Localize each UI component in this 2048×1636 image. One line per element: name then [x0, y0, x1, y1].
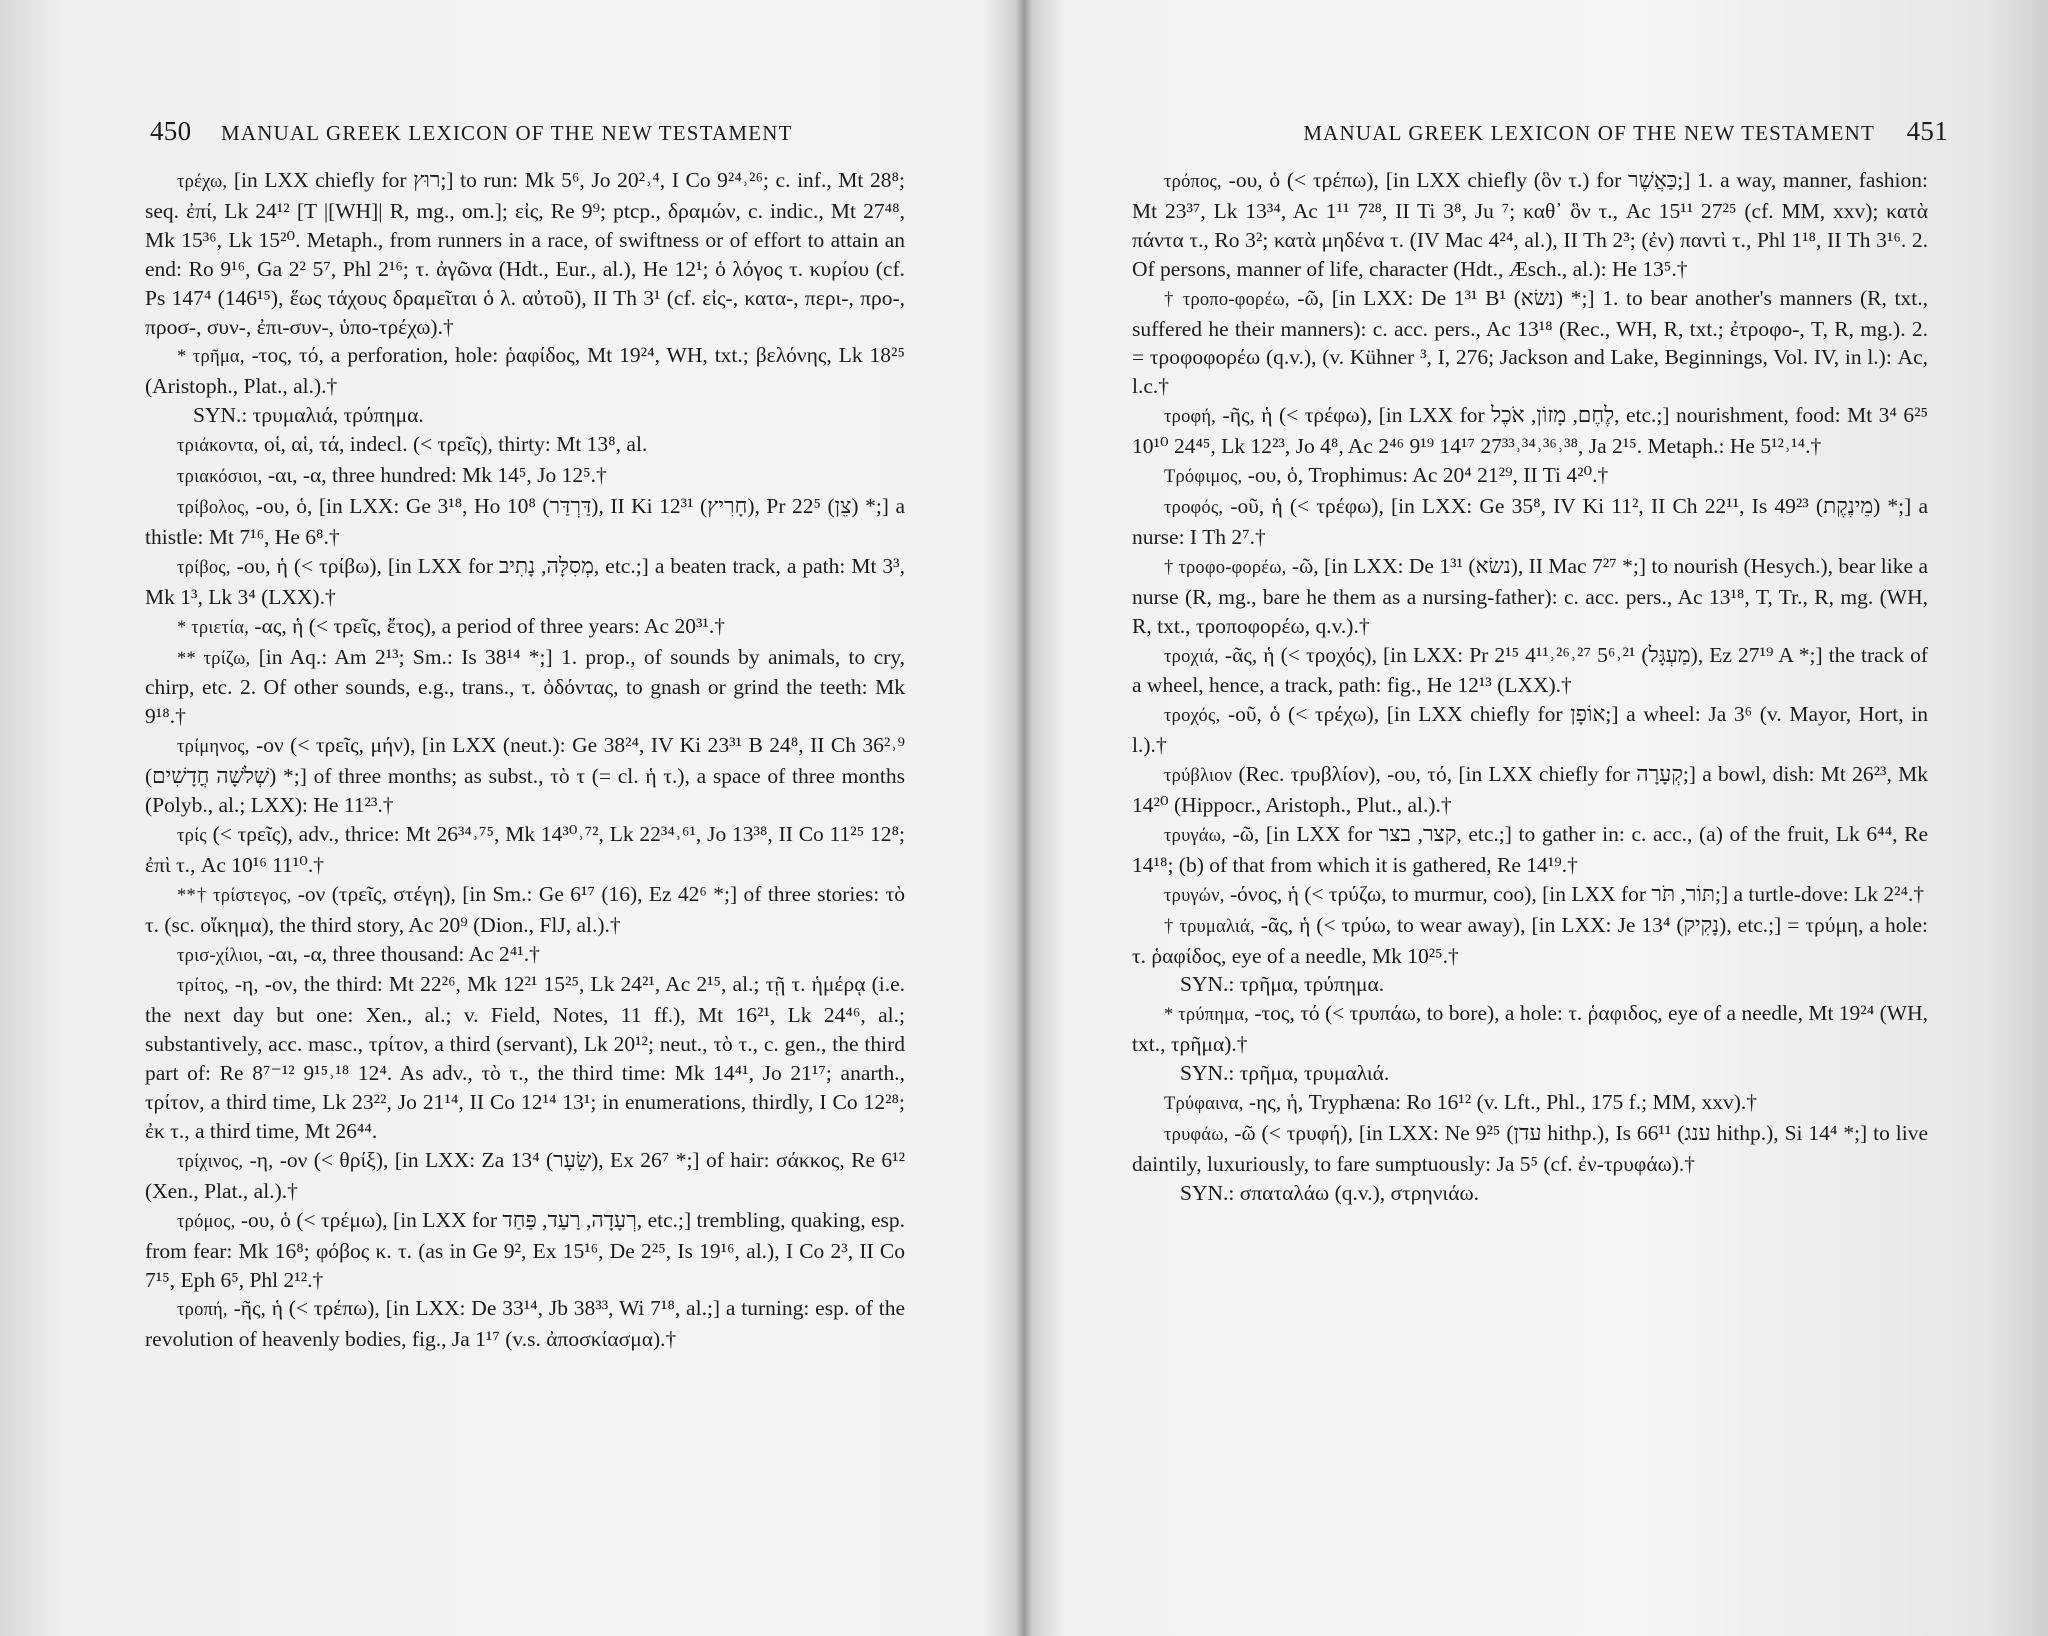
lexicon-entry: [145, 341, 905, 401]
lexicon-entry: [145, 166, 905, 341]
lexicon-entry: [1132, 700, 1928, 760]
headword: **† τρίστεγος,: [177, 885, 292, 906]
lexicon-entry: [145, 612, 905, 643]
left-column: [145, 166, 905, 1354]
lexicon-entry: [145, 940, 905, 971]
synonym-note: SYN.: τρῆμα, τρυμαλιά.: [1180, 1061, 1390, 1086]
lexicon-entry: [1132, 552, 1928, 641]
right-column: [1132, 166, 1928, 1208]
page-number: 450: [150, 116, 192, 146]
lexicon-entry: [145, 552, 905, 612]
lexicon-entry: [1132, 166, 1928, 284]
lexicon-entry: [1132, 641, 1928, 701]
entry-text: -η, -ον (< θρίξ), [in LXX: Za 13⁴ (שֵׂעָר), Ex 26⁷ *;] of hair: σάκκος, Re 6¹² (Xen., Plat., al.).†: [145, 1147, 906, 1203]
headword: τροχός,: [1164, 706, 1221, 727]
lexicon-entry: [145, 492, 905, 552]
entry-text: -ῶ, [in LXX: De 1³¹ B¹ (נשׂא) *;] 1. to bear another's manners (R, txt., suffered he their manners): c. acc. pers., Ac 13¹⁸ (Rec., WH, R, txt.; ἐτροφο-, T, R, mg.). 2. = τροφοφορέω (q.v.), (v. Kühner ³, I, 276; Jackson and Lake, Beginnings, Vol. IV, in l.): Ac, l.c.†: [1132, 285, 1928, 399]
headword: τροχιά,: [1164, 646, 1219, 667]
lexicon-entry: [145, 430, 905, 461]
headword: τροφή,: [1164, 407, 1217, 428]
page-header: [1303, 116, 1948, 147]
entry-text: -τος, τό (< τρυπάω, to bore), a hole: τ. ῥαφιδος, eye of a needle, Mt 19²⁴ (WH, txt., τρῆμα).†: [1132, 1001, 1928, 1057]
headword: τρόμος,: [177, 1211, 236, 1232]
right-page: [1024, 0, 2048, 1636]
entry-text: -οῦ, ὁ (< τρέχω), [in LXX chiefly for אוֹפָן;] a wheel: Ja 3⁶ (v. Mayor, Hort, in l.).†: [1132, 702, 1929, 758]
entry-text: -αι, -α, three thousand: Ac 2⁴¹.†: [268, 941, 540, 966]
lexicon-entry: [1132, 284, 1928, 402]
headword: τρίχινος,: [177, 1151, 244, 1172]
headword: τροφός,: [1164, 497, 1224, 518]
lexicon-entry: [1132, 401, 1928, 461]
lexicon-entry: [1132, 760, 1928, 820]
entry-text: -η, -ον, the third: Mt 22²⁶, Mk 12²¹ 15²⁵, Lk 24²¹, Ac 2¹⁵, al.; τῇ τ. ἡμέρᾳ (i.e. the next day but one: Xen., al.; v. Field, Notes, 11 ff.), Mt 16²¹, Lk 24⁴⁶, al.; substantively, acc. masc., τρίτον, a third (servant), Lk 20¹²; neut., τὸ τ., c. gen., the third part of: Re 8⁷⁻¹² 9¹⁵˒¹⁸ 12⁴. As adv., τὸ τ., the third time: Mk 14⁴¹, Jo 21¹⁷; anarth., τρίτον, a third time, Lk 23²², Jo 21¹⁴, II Co 12¹⁴ 13¹; in enumerations, thirdly, I Co 12²⁸; ἐκ τ., a third time, Mt 26⁴⁴.: [145, 972, 905, 1143]
headword: τρυγών,: [1164, 885, 1225, 906]
headword: * τρῆμα,: [177, 347, 245, 368]
entry-text: -ῶ, [in LXX: De 1³¹ (נשׂא), II Mac 7²⁷ *;] to nourish (Hesych.), bear like a nurse (R, mg., bare he them as a nursing-father): c. acc. pers., Ac 13¹⁸, T, Tr., R, mg. (WH, R, txt., τροποφορέω, q.v.).†: [1132, 553, 1928, 638]
headword: τρυφάω,: [1164, 1125, 1229, 1145]
page-header: [150, 116, 793, 147]
lexicon-entry: [1132, 999, 1928, 1059]
entry-text: -ῆς, ἡ (< τρέπω), [in LXX: De 33¹⁴, Jb 38³³, Wi 7¹⁸, al.;] a turning: esp. of the revolution of heavenly bodies, fig., Ja 1¹⁷ (v.s. ἀποσκίασμα).†: [145, 1296, 906, 1352]
entry-text: -οῦ, ἡ (< τρέφω), [in LXX: Ge 35⁸, IV Ki 11², II Ch 22¹¹, Is 49²³ (מֵינֶקֶת) *;] a nurse: I Th 2⁷.†: [1132, 493, 1928, 549]
entry-text: -ου, ὁ (< τρέμω), [in LXX for רְעָדָה, רַעַד, פַּחַד, etc.;] trembling, quaking, esp. from fear: Mk 16⁸; φόβος κ. τ. (as in Ge 9², Ex 15¹⁶, De 2²⁵, Is 19¹⁶, al.), I Co 2³, II Co 7¹⁵, Eph 6⁵, Phl 2¹².†: [145, 1207, 906, 1292]
entry-text: -ᾶς, ἡ (< τρύω, to wear away), [in LXX: Je 13⁴ (נָקִיק), etc.;] = τρύμη, a hole: τ. ῥαφίδος, eye of a needle, Mk 10²⁵.†: [1132, 912, 1929, 968]
headword: τρίς: [177, 825, 207, 846]
headword: τριάκοντα,: [177, 436, 259, 457]
headword: † τροφο-φορέω,: [1164, 557, 1287, 578]
lexicon-entry: [145, 1206, 905, 1295]
running-title: MANUAL GREEK LEXICON OF THE NEW TESTAMENT: [1303, 121, 1876, 145]
lexicon-entry: [1132, 1119, 1928, 1179]
lexicon-entry: [145, 1146, 905, 1206]
synonym-note: SYN.: σπαταλάω (q.v.), στρηνιάω.: [1180, 1180, 1479, 1205]
entry-text: οἱ, αἱ, τά, indecl. (< τρεῖς), thirty: Mt 13⁸, al.: [264, 432, 648, 457]
headword: τρόπος,: [1164, 172, 1222, 192]
lexicon-entry: [1132, 820, 1928, 880]
lexicon-entry: [1132, 461, 1928, 492]
entry-text: -όνος, ἡ (< τρύζω, to murmur, coo), [in LXX for תּוֹר, תֹּר;] a turtle-dove: Lk 2²⁴.†: [1229, 881, 1925, 906]
entry-text: -τος, τό, a perforation, hole: ῥαφίδος, Mt 19²⁴, WH, txt.; βελόνης, Lk 18²⁵ (Aristoph., Plat., al.).†: [145, 343, 906, 399]
entry-text: -αι, -α, three hundred: Mk 14⁵, Jo 12⁵.†: [267, 463, 607, 488]
entry-text: [in LXX chiefly for רוּץ;] to run: Mk 5⁶, Jo 20²˒⁴, I Co 9²⁴˒²⁶; c. inf., Mt 28⁸; seq. ἐπί, Lk 24¹² [T |[WH]| R, mg., om.]; εἰς, Re 9⁹; ptcp., δραμών, c. indic., Mt 27⁴⁸, Mk 15³⁶, Lk 15²⁰. Metaph., from runners in a race, of swiftness or of effort to attain an end: Ro 9¹⁶, Ga 2² 5⁷, Phl 2¹⁶; τ. ἀγῶνα (Hdt., Eur., al.), He 12¹; ὁ λόγος τ. κυρίου (cf. Ps 147⁴ (146¹⁵), ἕως τάχους δραμεῖται ὁ λ. αὐτοῦ), II Th 3¹ (cf. εἰς-, κατα-, περι-, προ-, προσ-, συν-, ἐπι-συν-, ὑπο-τρέχω).†: [145, 168, 905, 339]
lexicon-entry: [1132, 1088, 1928, 1119]
entry-text: -ου, ὁ, Trophimus: Ac 20⁴ 21²⁹, II Ti 4²⁰.†: [1247, 463, 1609, 488]
synonym-note: SYN.: τρυμαλιά, τρύπημα.: [193, 403, 424, 428]
headword: Τρόφιμος,: [1164, 467, 1243, 488]
entry-text: -ῶ (< τρυφή), [in LXX: Ne 9²⁵ (עדן hithp.), Is 66¹¹ (ענג hithp.), Si 14⁴ *;] to live daintily, luxuriously, to fare sumptuously: Ja 5⁵ (cf. ἐν-τρυφάω).†: [1132, 1121, 1928, 1176]
lexicon-entry: [145, 880, 905, 940]
entry-text: -ου, ὁ (< τρέπω), [in LXX chiefly (ὃν τ.) for כַּאֲשֶׁר;] 1. a way, manner, fashion: Mt 23³⁷, Lk 13³⁴, Ac 1¹¹ 7²⁸, II Ti 3⁸, Ju ⁷; καθ᾿ ὃν τ., Ac 15¹¹ 27²⁵ (cf. MM, xxv); κατὰ πάντα τ., Ro 3²; κατὰ μηδένα τ. (IV Mac 4²⁴, al.), II Th 2³; (ἐν) παντὶ τ., Phl 1¹⁸, II Th 3¹⁶. 2. Of persons, manner of life, character (Hdt., Æsch., al.): He 13⁵.†: [1132, 168, 1929, 281]
entry-text: -ας, ἡ (< τρεῖς, ἔτος), a period of three years: Ac 20³¹.†: [254, 613, 725, 638]
entry-text: -ᾶς, ἡ (< τροχός), [in LXX: Pr 2¹⁵ 4¹¹˒²⁶˒²⁷ 5⁶˒²¹ (מַעְגָּל), Ez 27¹⁹ A *;] the track of a wheel, hence, a track, path: fig., He 12¹³ (LXX).†: [1132, 642, 1928, 698]
page-number: 451: [1906, 116, 1948, 146]
headword: Τρύφαινα,: [1164, 1094, 1244, 1115]
headword: τρίβος,: [177, 557, 231, 578]
lexicon-entry: [1132, 492, 1928, 552]
lexicon-entry: [145, 731, 905, 820]
entry-text: (< τρεῖς), adv., thrice: Mt 26³⁴˒⁷⁵, Mk 14³⁰˒⁷², Lk 22³⁴˒⁶¹, Jo 13³⁸, II Co 11²⁵ 12⁸; ἐπὶ τ., Ac 10¹⁶ 11¹⁰.†: [145, 821, 905, 877]
lexicon-entry: [145, 643, 905, 732]
entry-text: -ου, ἡ (< τρίβω), [in LXX for מְסִלָּה, נָתִיב, etc.;] a beaten track, a path: Mt 3³, Mk 1³, Lk 3⁴ (LXX).†: [145, 553, 905, 609]
synonym-note: SYN.: τρῆμα, τρύπημα.: [1180, 972, 1385, 997]
lexicon-entry: [145, 1294, 905, 1354]
entry-text: (Rec. τρυβλίον), -ου, τό, [in LXX chiefly for קְעָרָה;] a bowl, dish: Mt 26²³, Mk 14²⁰ (Hippocr., Aristoph., Plut., al.).†: [1132, 762, 1928, 818]
entry-text: -ου, ὁ, [in LXX: Ge 3¹⁸, Ho 10⁸ (דַּרְדַּר), II Ki 12³¹ (חָרִיץ), Pr 22⁵ (צֵן) *;] a thistle: Mt 7¹⁶, He 6⁸.†: [145, 493, 906, 549]
headword: τριακόσιοι,: [177, 467, 263, 488]
headword: ** τρίζω,: [177, 648, 251, 669]
lexicon-entry: [145, 461, 905, 492]
headword: τρέχω,: [177, 172, 228, 192]
headword: τρισ-χίλιοι,: [177, 945, 263, 966]
headword: τρίτος,: [177, 976, 229, 997]
headword: * τριετία,: [177, 617, 250, 638]
headword: τρυγάω,: [1164, 825, 1226, 846]
headword: τρύβλιον: [1164, 766, 1233, 787]
lexicon-entry: [1132, 911, 1928, 971]
headword: † τρυμαλιά,: [1164, 916, 1255, 937]
headword: * τρύπημα,: [1164, 1005, 1249, 1026]
entry-text: -ης, ἡ, Tryphæna: Ro 16¹² (v. Lft., Phl., 175 f.; MM, xxv).†: [1248, 1090, 1758, 1115]
lexicon-entry: [145, 820, 905, 880]
entry-text: -ον (τρεῖς, στέγη), [in Sm.: Ge 6¹⁷ (16), Ez 42⁶ *;] of three stories: τὸ τ. (sc. οἴκημα), the third story, Ac 20⁹ (Dion., FlJ, al.).†: [145, 881, 906, 937]
entry-text: -ῆς, ἡ (< τρέφω), [in LXX for לֶחֶם, מָזוֹן, אֹכֶל, etc.;] nourishment, food: Mt 3⁴ 6²⁵ 10¹⁰ 24⁴⁵, Lk 12²³, Jo 4⁸, Ac 2⁴⁶ 9¹⁹ 14¹⁷ 27³³˒³⁴˒³⁶˒³⁸, Ja 2¹⁵. Metaph.: He 5¹²˒¹⁴.†: [1132, 403, 1929, 459]
entry-text: -ῶ, [in LXX for קצר, בצר, etc.;] to gather in: c. acc., (a) of the fruit, Lk 6⁴⁴, Re 14¹⁸; (b) of that from which it is gathered, Re 14¹⁹.†: [1132, 821, 1928, 877]
headword: τροπή,: [177, 1300, 228, 1321]
headword: † τροπο-φορέω,: [1164, 289, 1290, 310]
lexicon-entry: [145, 970, 905, 1145]
running-title: MANUAL GREEK LEXICON OF THE NEW TESTAMENT: [220, 121, 793, 145]
headword: τρίβολος,: [177, 497, 250, 518]
entry-text: [in Aq.: Am 2¹³; Sm.: Is 38¹⁴ *;] 1. prop., of sounds by animals, to cry, chirp, etc. 2. Of other sounds, e.g., trans., τ. ὀδόντας, to gnash or grind the teeth: Mk 9¹⁸.†: [145, 644, 905, 729]
lexicon-entry: [1132, 880, 1928, 911]
entry-text: -ον (< τρεῖς, μήν), [in LXX (neut.): Ge 38²⁴, IV Ki 23³¹ B 24⁸, II Ch 36²˒⁹ (שְׁלֹשָׁה חֳדָשִׁים) *;] of three months; as subst., τὸ τ (= cl. ἡ τ.), a space of three months (Polyb., al.; LXX): He 11²³.†: [145, 733, 906, 818]
headword: τρίμηνος,: [177, 737, 250, 758]
